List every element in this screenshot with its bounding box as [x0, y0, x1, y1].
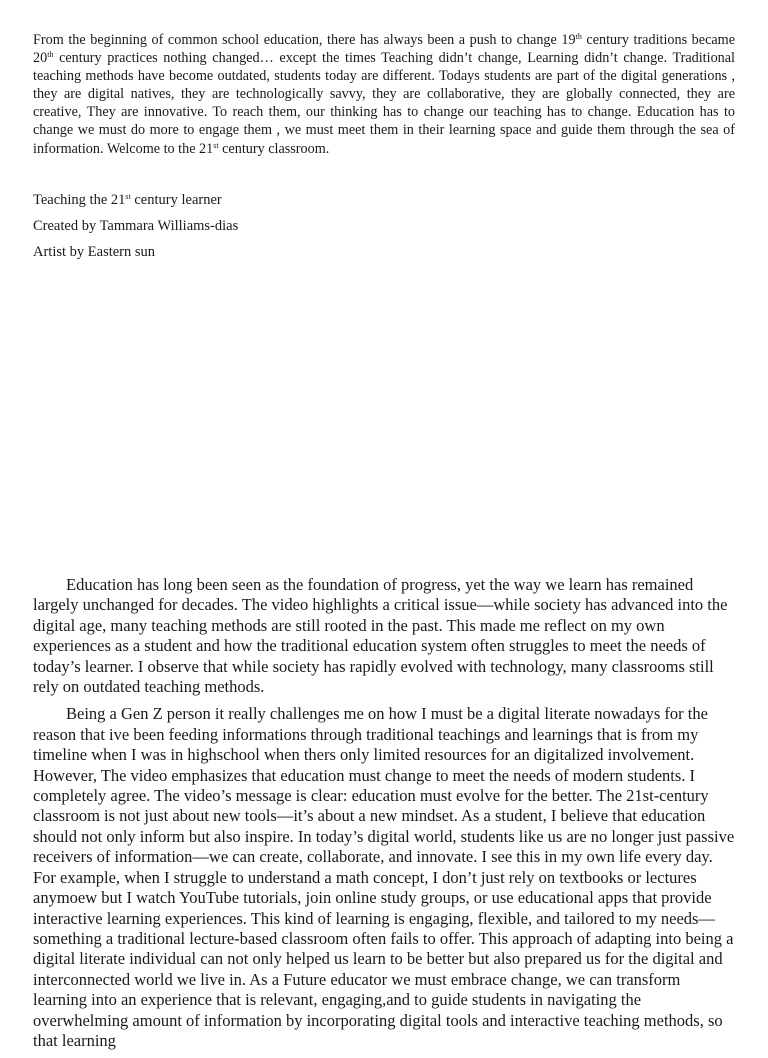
video-title-part-2: century learner — [130, 192, 222, 208]
video-title-line — [33, 191, 238, 217]
superscript-th: th — [47, 50, 54, 60]
intro-text-part-2: century traditions became 20 — [33, 32, 736, 67]
essay-paragraph-1: Education has long been seen as the foundation of progress, yet the way we learn has remained largely unchanged for decades. The video highlights a critical issue—while society has advanced into the digital age, many teaching methods are still rooted in the past. This made me reflect on my own experiences as a student and how the traditional education system often struggles to meet the needs of today’s learner. I observe that while society has rapidly evolved with technology, many classrooms still rely on outdated teaching methods. — [33, 575, 728, 697]
superscript-st: st — [213, 140, 219, 150]
essay-body — [33, 575, 735, 1058]
video-credits — [33, 191, 238, 269]
artist-line: Artist by Eastern sun — [33, 244, 156, 260]
created-by-line: Created by Tammara Williams-dias — [33, 218, 239, 234]
superscript-st: st — [125, 192, 131, 201]
video-title-part-1: Teaching the 21 — [33, 192, 126, 208]
intro-text-part-4: century classroom. — [218, 140, 330, 157]
superscript-th: th — [575, 32, 582, 41]
intro-text-part-3: century practices nothing changed… except the times Teaching didn’t change, Learning didn’t change. Traditional teaching methods have become outdated, students today are different. Todays students are part of the digital generations , they are digital natives, they are technologically savvy, they are collaborative, they are globally connected, they are creative, They are innovative. To reach them, our thinking has to change our teaching has to change. Education has to change we must do more to engage them , we must meet them in their learning space and guide them through the sea of information. Welcome to the 21 — [33, 50, 735, 157]
intro-text-part-1: From the beginning of common school education, there has always been a push to change 19 — [33, 32, 576, 48]
essay-paragraph-2: Being a Gen Z person it really challenges me on how I must be a digital literate nowadays for the reason that ive been feeding informations through traditional teachings and learnings that is from my timeline when I was in highschool when thers only limited resources for an digitalized involvement. However, The video emphasizes that education must change to meet the needs of modern students. I completely agree. The video’s message is clear: education must evolve for the better. The 21st-century classroom is not just about new tools—it’s about a new mindset. As a student, I believe that education should not only inform but also inspire. In today’s digital world, students like us are no longer just passive receivers of information—we can create, collaborate, and innovate. I see this in my own life every day. For example, when I struggle to understand a math concept, I don’t just rely on textbooks or lectures anymoew but I watch YouTube tutorials, join online study groups, or use educational apps that provide interactive learning experiences. This kind of learning is engaging, flexible, and tailored to my needs—something a traditional lecture-based classroom often fails to offer. This approach of adapting into being a digital literate individual can not only helped us learn to be better but also prepared us for the digital and interconnected world we live in. As a Future educator we must embrace change, we can transform learning into an experience that is relevant, engaging,and to guide students in navigating the overwhelming amount of information by incorporating digital tools and interactive teaching methods, so that learning — [33, 704, 735, 1050]
intro-paragraph — [33, 31, 735, 158]
